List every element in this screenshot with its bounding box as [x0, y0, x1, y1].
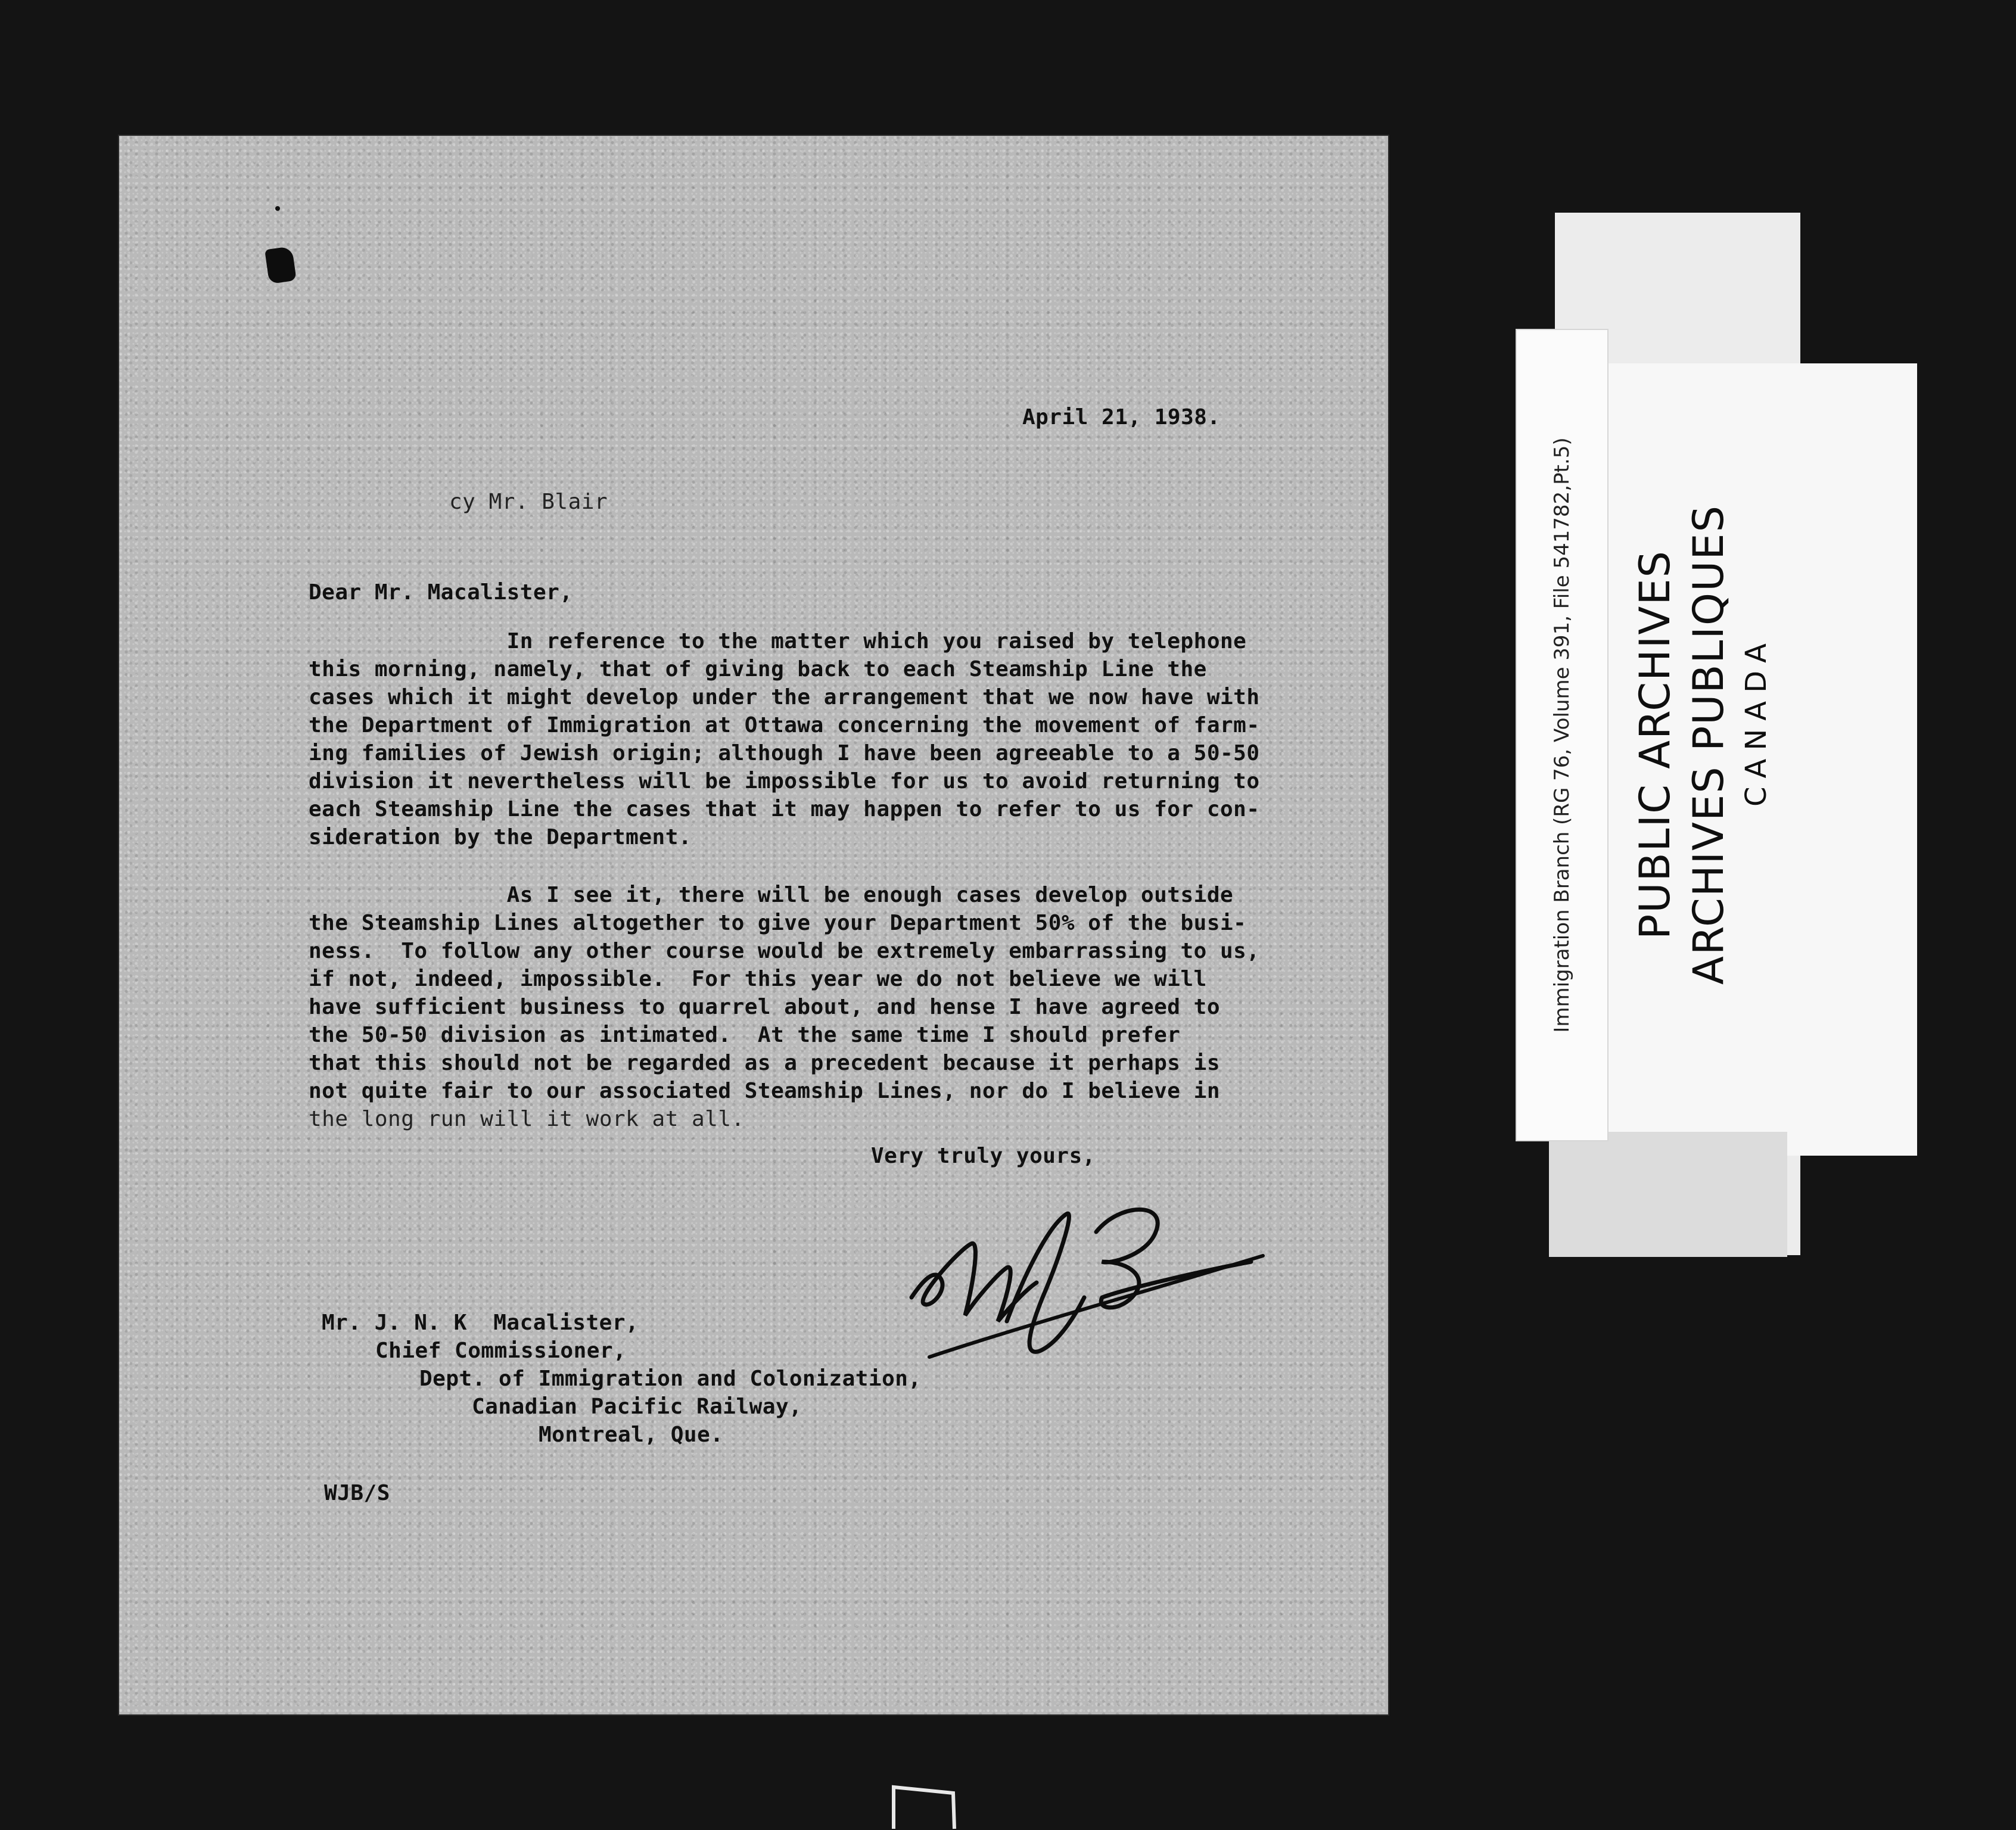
stamp-public-archives: PUBLIC ARCHIVES [1631, 550, 1679, 939]
paragraph-line: not quite fair to our associated Steamship Lines, nor do I believe in [309, 1079, 1220, 1103]
salutation: Dear Mr. Macalister, [309, 580, 573, 605]
addressee-line: Montreal, Que. [539, 1423, 724, 1447]
file-reference-text: Immigration Branch (RG 76, Volume 391, File 541782,Pt.5) [1550, 437, 1574, 1033]
paragraph-line: the 50-50 division as intimated. At the same time I should prefer [309, 1023, 1181, 1047]
ink-dot [275, 206, 280, 211]
paragraph-line: have sufficient business to quarrel about, and hense I have agreed to [309, 995, 1220, 1019]
paragraph-line: cases which it might develop under the arrangement that we now have with [309, 685, 1260, 709]
addressee-line: Chief Commissioner, [375, 1339, 627, 1363]
carbon-copy-note: cy Mr. Blair [449, 490, 608, 514]
file-reference-label [1516, 329, 1609, 1141]
folder-bottom-edge [1549, 1132, 1787, 1257]
handwritten-signature [870, 1160, 1299, 1393]
paragraph-line: ness. To follow any other course would be extremely embarrassing to us, [309, 939, 1260, 963]
paragraph-line: ing families of Jewish origin; although I have been agreeable to a 50-50 [309, 741, 1260, 765]
stray-mark [882, 1781, 965, 1830]
addressee-line: Dept. of Immigration and Colonization, [419, 1367, 922, 1391]
reference-initials: WJB/S [324, 1481, 390, 1505]
paragraph-line: that this should not be regarded as a precedent because it perhaps is [309, 1051, 1220, 1075]
stamp-canada: CANADA [1740, 634, 1773, 807]
closing: Very truly yours, [871, 1144, 1096, 1168]
paragraph-line: In reference to the matter which you raised by telephone [309, 629, 1247, 653]
paragraph-line: the long run will it work at all. [309, 1107, 745, 1131]
paragraph-line: sideration by the Department. [309, 825, 692, 849]
paragraph-line: As I see it, there will be enough cases develop outside [309, 883, 1234, 907]
letter-page [119, 136, 1388, 1714]
paragraph-line: the Steamship Lines altogether to give your Department 50% of the busi- [309, 911, 1247, 935]
addressee-line: Mr. J. N. K Macalister, [322, 1311, 639, 1335]
paragraph-line: the Department of Immigration at Ottawa concerning the movement of farm- [309, 713, 1260, 737]
punch-hole-mark [265, 246, 297, 284]
addressee-line: Canadian Pacific Railway, [472, 1395, 802, 1419]
public-archives-stamp [1609, 417, 1811, 1072]
paragraph-line: each Steamship Line the cases that it may happen to refer to us for con- [309, 797, 1260, 821]
paragraph-line: division it nevertheless will be impossible for us to avoid returning to [309, 769, 1260, 793]
letter-date: April 21, 1938. [1022, 405, 1221, 430]
paragraph-line: this morning, namely, that of giving back to each Steamship Line the [309, 657, 1207, 681]
paragraph-line: if not, indeed, impossible. For this year we do not believe we will [309, 967, 1207, 991]
stamp-archives-publiques: ARCHIVES PUBLIQUES [1684, 504, 1733, 985]
